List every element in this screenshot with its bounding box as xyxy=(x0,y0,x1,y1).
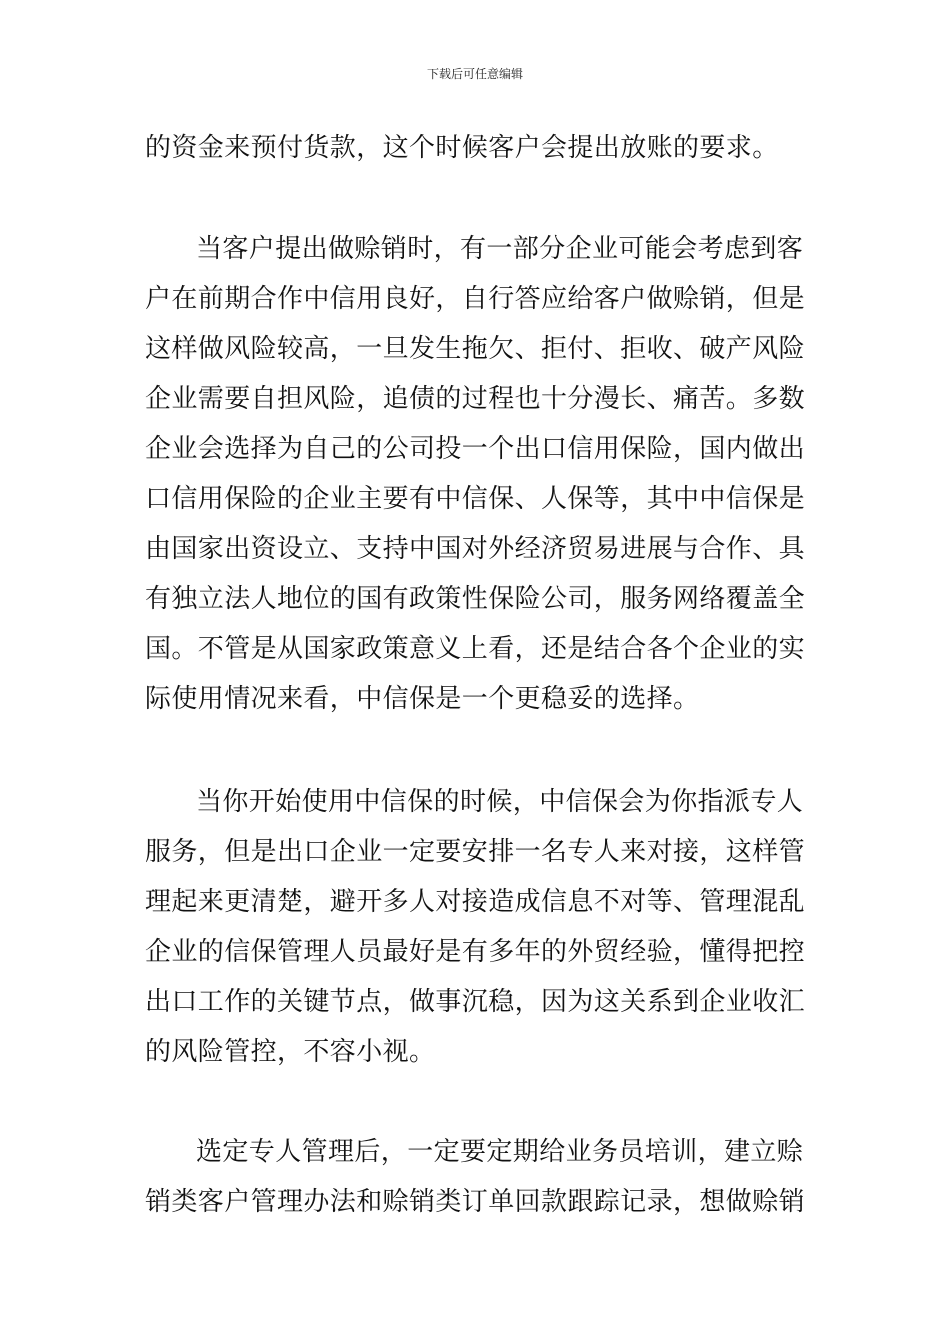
text-line: 有独立法人地位的国有政策性保险公司，服务网络覆盖全 xyxy=(145,584,806,614)
text-line: 户在前期合作中信用良好，自行答应给客户做赊销，但是 xyxy=(145,284,806,314)
paragraph-first-line: 选定专人管理后，一定要定期给业务员培训，建立赊 xyxy=(196,1137,804,1167)
text-line: 企业的信保管理人员最好是有多年的外贸经验，懂得把控 xyxy=(145,937,806,967)
paragraph-first-line: 当你开始使用中信保的时候，中信保会为你指派专人 xyxy=(196,787,804,817)
text-line: 这样做风险较高，一旦发生拖欠、拒付、拒收、破产风险 xyxy=(145,334,806,364)
text-line: 的风险管控，不容小视。 xyxy=(145,1037,436,1067)
text-line: 国。不管是从国家政策意义上看，还是结合各个企业的实 xyxy=(145,634,806,664)
text-line: 企业会选择为自己的公司投一个出口信用保险，国内做出 xyxy=(145,434,806,464)
text-line: 理起来更清楚，避开多人对接造成信息不对等、管理混乱 xyxy=(145,887,806,917)
text-line: 口信用保险的企业主要有中信保、人保等，其中中信保是 xyxy=(145,484,806,514)
header-note: 下载后可任意编辑 xyxy=(426,67,523,81)
text-line: 企业需要自担风险，追债的过程也十分漫长、痛苦。多数 xyxy=(145,384,806,414)
text-line: 际使用情况来看，中信保是一个更稳妥的选择。 xyxy=(145,684,700,714)
text-line: 销类客户管理办法和赊销类订单回款跟踪记录，想做赊销 xyxy=(145,1187,806,1217)
text-line: 由国家出资设立、支持中国对外经济贸易进展与合作、具 xyxy=(145,534,806,564)
text-line: 的资金来预付货款，这个时候客户会提出放账的要求。 xyxy=(145,133,779,163)
text-line: 服务，但是出口企业一定要安排一名专人来对接，这样管 xyxy=(145,837,806,867)
text-line: 出口工作的关键节点，做事沉稳，因为这关系到企业收汇 xyxy=(145,987,806,1017)
paragraph-first-line: 当客户提出做赊销时，有一部分企业可能会考虑到客 xyxy=(196,234,804,264)
